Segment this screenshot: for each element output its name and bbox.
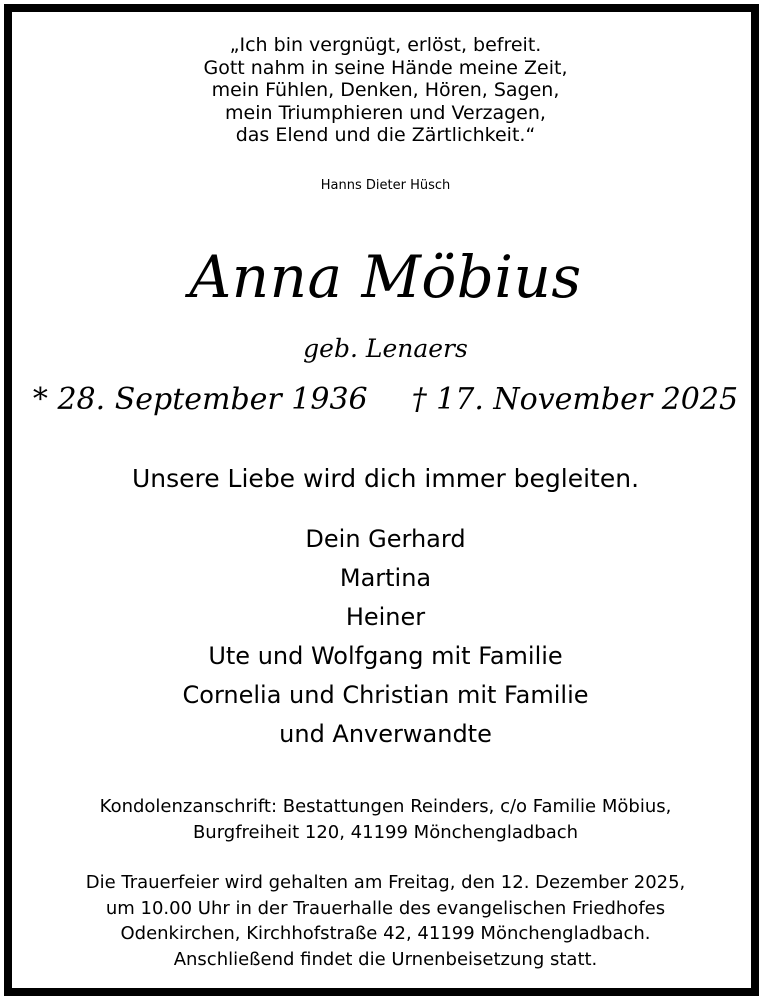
poem-quote bbox=[12, 34, 759, 147]
life-dates bbox=[12, 380, 759, 420]
quote-line: Gott nahm in seine Hände meine Zeit, bbox=[203, 56, 568, 79]
mourner: und Anverwandte bbox=[279, 720, 492, 748]
birth-date: * 28. September 1936 bbox=[32, 382, 368, 417]
quote-line: „Ich bin vergnügt, erlöst, befreit. bbox=[229, 34, 542, 56]
deceased-name: Anna Möbius bbox=[189, 243, 582, 311]
funeral-line: um 10.00 Uhr in der Trauerhalle des evangelischen Friedhofes bbox=[105, 897, 666, 919]
quote-line: das Elend und die Zärtlichkeit.“ bbox=[235, 124, 536, 146]
funeral-line: Anschließend findet die Urnenbeisetzung statt. bbox=[173, 948, 598, 970]
mourners-list bbox=[12, 520, 759, 754]
funeral-notice bbox=[12, 870, 759, 972]
death-date: † 17. November 2025 bbox=[411, 382, 739, 417]
quote-author: Hanns Dieter Hüsch bbox=[320, 178, 451, 193]
obituary-frame bbox=[4, 4, 759, 996]
condolence-address bbox=[12, 794, 759, 845]
condolence-line: Burgfreiheit 120, 41199 Mönchengladbach bbox=[192, 821, 579, 843]
funeral-line: Die Trauerfeier wird gehalten am Freitag, den 12. Dezember 2025, bbox=[85, 872, 686, 893]
birth-name: geb. Lenaers bbox=[303, 334, 468, 363]
mourner: Heiner bbox=[345, 603, 426, 631]
mourner: Dein Gerhard bbox=[305, 525, 466, 553]
mourner: Cornelia und Christian mit Familie bbox=[182, 681, 589, 709]
quote-line: mein Triumphieren und Verzagen, bbox=[225, 101, 546, 124]
motto: Unsere Liebe wird dich immer begleiten. bbox=[131, 464, 640, 493]
condolence-line: Kondolenzanschrift: Bestattungen Reinders, c/o Familie Möbius, bbox=[99, 796, 672, 817]
funeral-line: Odenkirchen, Kirchhofstraße 42, 41199 Mönchengladbach. bbox=[120, 923, 651, 944]
mourner: Ute und Wolfgang mit Familie bbox=[208, 642, 563, 670]
quote-line: mein Fühlen, Denken, Hören, Sagen, bbox=[211, 79, 560, 101]
mourner: Martina bbox=[339, 564, 432, 592]
